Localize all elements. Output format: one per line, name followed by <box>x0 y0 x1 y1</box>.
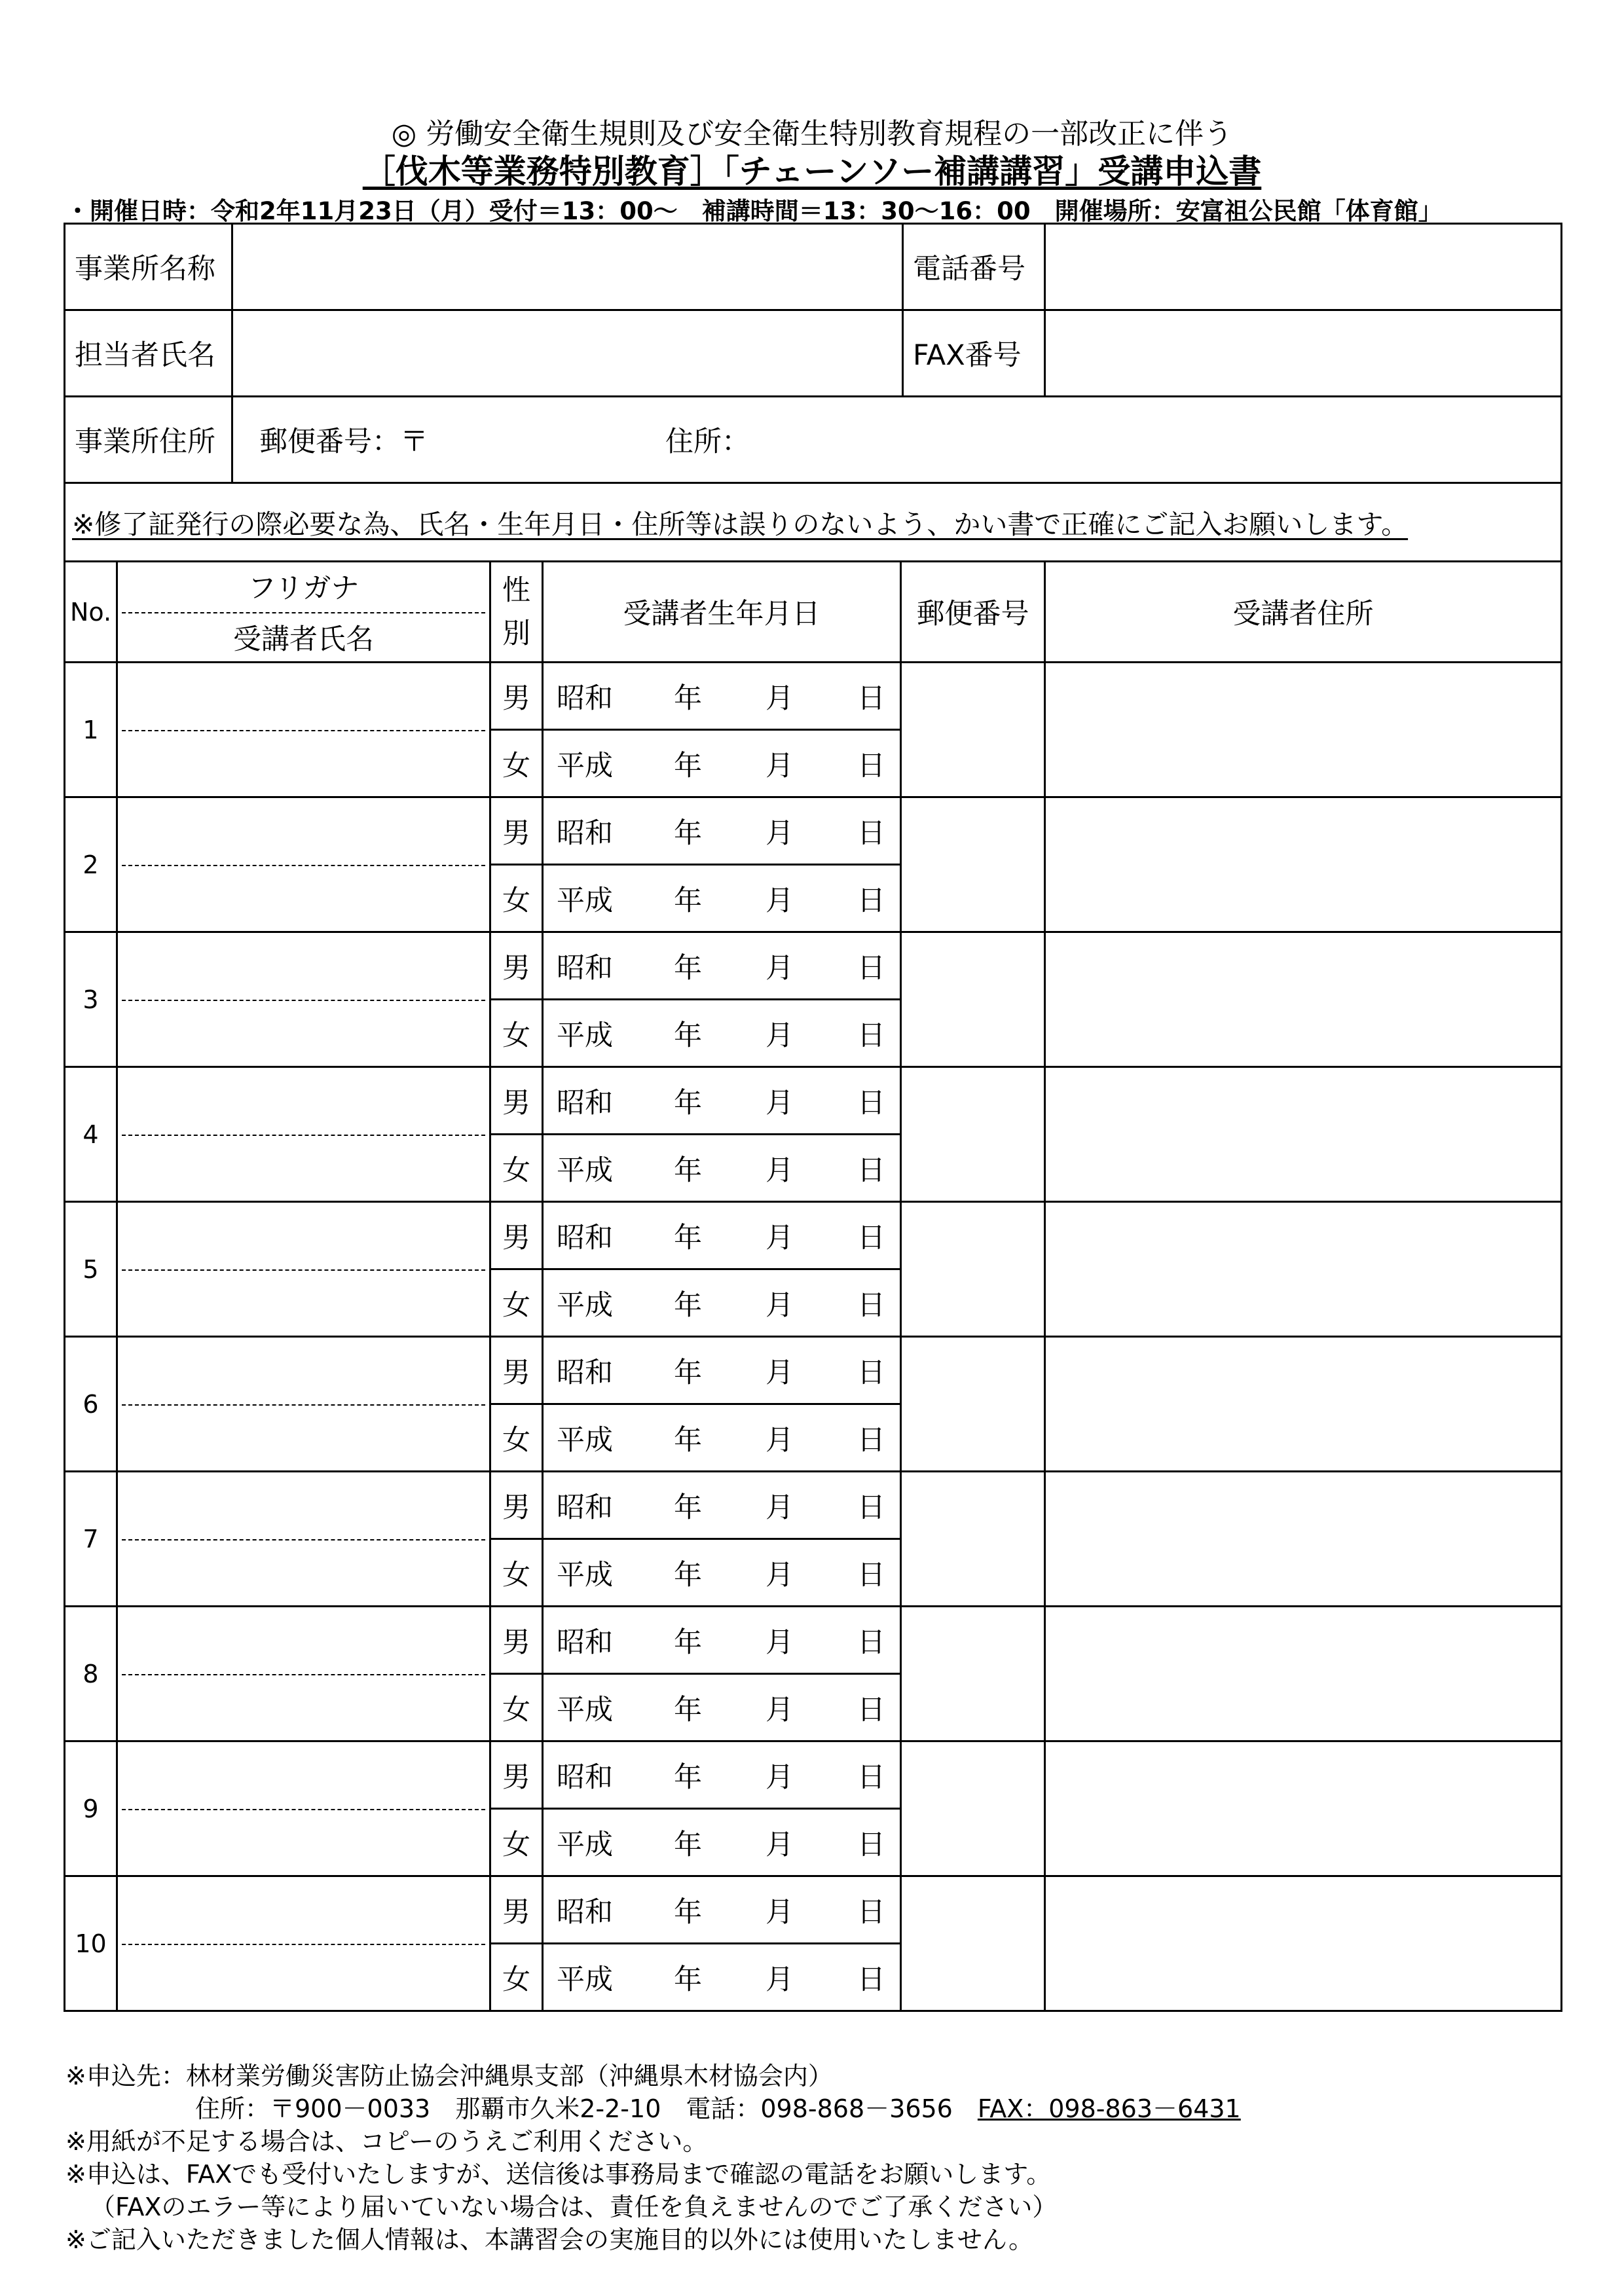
year-label: 年 <box>674 1288 702 1322</box>
year-label: 年 <box>674 1423 702 1457</box>
form-title: ［伐木等業務特別教育］「チェーンソー補講講習」受講申込書 <box>362 153 1262 191</box>
col-sex-label-2: 別 <box>502 617 530 650</box>
day-label: 日 <box>857 1019 885 1052</box>
year-label: 年 <box>674 1963 702 1996</box>
month-label: 月 <box>766 1963 794 1996</box>
participant-row <box>65 797 1562 865</box>
address-label: 住所： <box>665 426 750 458</box>
sex-male[interactable]: 男 <box>490 932 543 1000</box>
era-heisei: 平成 <box>557 1154 613 1187</box>
participant-postal-field[interactable] <box>901 1607 1045 1741</box>
year-label: 年 <box>674 816 702 850</box>
participant-name-field[interactable] <box>117 1741 490 1876</box>
person-field[interactable] <box>232 310 903 397</box>
participant-address-field[interactable] <box>1045 1876 1562 2011</box>
fax-field[interactable] <box>1045 310 1562 397</box>
form-subtitle: ◎ 労働安全衛生規則及び安全衛生特別教育規程の一部改正に伴う <box>391 117 1233 151</box>
sex-female[interactable]: 女 <box>490 1539 543 1607</box>
col-no: No. <box>65 562 117 663</box>
year-label: 年 <box>674 1693 702 1726</box>
year-label: 年 <box>674 1019 702 1052</box>
day-label: 日 <box>857 749 885 782</box>
month-label: 月 <box>766 682 794 715</box>
sex-male[interactable]: 男 <box>490 1202 543 1269</box>
era-heisei: 平成 <box>557 1693 613 1726</box>
year-label: 年 <box>674 1154 702 1187</box>
sex-female[interactable]: 女 <box>490 1135 543 1202</box>
year-label: 年 <box>674 1760 702 1794</box>
era-showa: 昭和 <box>557 951 613 985</box>
birth-showa[interactable] <box>543 1337 901 1404</box>
birth-showa[interactable] <box>543 797 901 865</box>
postal-label: 郵便番号：〒 <box>259 426 428 458</box>
era-showa: 昭和 <box>557 1626 613 1659</box>
month-label: 月 <box>766 1760 794 1794</box>
participant-postal-field[interactable] <box>901 1067 1045 1202</box>
participant-name-field[interactable] <box>117 1876 490 2011</box>
event-info: ・開催日時：令和2年11月23日（月）受付＝13：00～ 補講時間＝13：30～16：00 開催場所：安富祖公民館「体育館」 <box>65 197 1443 225</box>
birth-showa[interactable] <box>543 1741 901 1809</box>
col-sex-label-1: 性 <box>502 574 530 607</box>
month-label: 月 <box>766 816 794 850</box>
participant-address-field[interactable] <box>1045 1472 1562 1607</box>
birth-showa[interactable] <box>543 1876 901 1944</box>
birth-heisei[interactable] <box>543 1944 901 2011</box>
year-label: 年 <box>674 1626 702 1659</box>
birth-heisei[interactable] <box>543 730 901 797</box>
row-number: 5 <box>65 1202 117 1337</box>
month-label: 月 <box>766 1828 794 1861</box>
sex-male[interactable]: 男 <box>490 1472 543 1539</box>
month-label: 月 <box>766 1086 794 1120</box>
month-label: 月 <box>766 1019 794 1052</box>
notice-text: ※修了証発行の際必要な為、氏名・生年月日・住所等は誤りのないよう、かい書で正確にご記入お願いします。 <box>65 483 1562 562</box>
col-birth: 受講者生年月日 <box>543 562 901 663</box>
day-label: 日 <box>857 1828 885 1861</box>
participant-address-field[interactable] <box>1045 1067 1562 1202</box>
footer-address <box>195 2088 1624 2124</box>
birth-showa[interactable] <box>543 1202 901 1269</box>
row-number: 9 <box>65 1741 117 1876</box>
day-label: 日 <box>857 951 885 985</box>
day-label: 日 <box>857 816 885 850</box>
sex-female[interactable]: 女 <box>490 865 543 932</box>
era-showa: 昭和 <box>557 1086 613 1120</box>
era-heisei: 平成 <box>557 749 613 782</box>
phone-field[interactable] <box>1045 224 1562 310</box>
birth-showa[interactable] <box>543 1607 901 1674</box>
col-name <box>117 562 490 663</box>
era-showa: 昭和 <box>557 682 613 715</box>
footer-fax-note: ※申込は、FAXでも受付いたしますが、送信後は事務局まで確認の電話をお願いします。 <box>65 2160 1052 2189</box>
participant-address-field[interactable] <box>1045 797 1562 932</box>
birth-heisei[interactable] <box>543 1135 901 1202</box>
col-postal: 郵便番号 <box>901 562 1045 663</box>
day-label: 日 <box>857 682 885 715</box>
birth-showa[interactable] <box>543 1472 901 1539</box>
era-heisei: 平成 <box>557 884 613 917</box>
day-label: 日 <box>857 1221 885 1254</box>
participant-address-field[interactable] <box>1045 1741 1562 1876</box>
participants-table <box>64 560 1562 2012</box>
office-name-field[interactable] <box>232 224 903 310</box>
sex-female[interactable]: 女 <box>490 1000 543 1067</box>
participant-name-field[interactable] <box>117 1472 490 1607</box>
year-label: 年 <box>674 884 702 917</box>
participant-name-field[interactable] <box>117 932 490 1067</box>
footer-contact: ※申込先：林材業労働災害防止協会沖縄県支部（沖縄県木材協会内） <box>65 2062 833 2090</box>
row-number: 3 <box>65 932 117 1067</box>
sex-male[interactable]: 男 <box>490 663 543 730</box>
col-name-label: 受講者氏名 <box>233 623 374 656</box>
birth-heisei[interactable] <box>543 1809 901 1876</box>
year-label: 年 <box>674 682 702 715</box>
footer-privacy-note: ※ご記入いただきました個人情報は、本講習会の実施目的以外には使用いたしません。 <box>65 2225 1034 2254</box>
footer-fax-error-note: （FAXのエラー等により届いていない場合は、責任を負えませんのでご了承ください） <box>90 2193 1058 2221</box>
participant-name-field[interactable] <box>117 1607 490 1741</box>
col-furigana-label: フリガナ <box>248 572 360 605</box>
row-number: 1 <box>65 663 117 797</box>
year-label: 年 <box>674 749 702 782</box>
participant-address-field[interactable] <box>1045 932 1562 1067</box>
sex-female[interactable]: 女 <box>490 1674 543 1741</box>
participant-row <box>65 1876 1562 1944</box>
day-label: 日 <box>857 1491 885 1524</box>
participant-row <box>65 1607 1562 1674</box>
participant-row <box>65 1741 1562 1809</box>
row-number: 6 <box>65 1337 117 1472</box>
year-label: 年 <box>674 1895 702 1929</box>
day-label: 日 <box>857 1963 885 1996</box>
footer-address-text: 住所：〒900－0033 那覇市久米2-2-10 電話：098-868－3656 <box>195 2094 978 2123</box>
era-heisei: 平成 <box>557 1558 613 1592</box>
participant-row <box>65 1067 1562 1135</box>
birth-heisei[interactable] <box>543 1000 901 1067</box>
participant-rows <box>65 663 1562 2011</box>
month-label: 月 <box>766 1356 794 1389</box>
birth-heisei[interactable] <box>543 1674 901 1741</box>
era-showa: 昭和 <box>557 1221 613 1254</box>
month-label: 月 <box>766 1693 794 1726</box>
row-number: 8 <box>65 1607 117 1741</box>
birth-showa[interactable] <box>543 932 901 1000</box>
participant-address-field[interactable] <box>1045 1607 1562 1741</box>
month-label: 月 <box>766 1626 794 1659</box>
year-label: 年 <box>674 951 702 985</box>
day-label: 日 <box>857 1356 885 1389</box>
sex-female[interactable]: 女 <box>490 1809 543 1876</box>
row-number: 2 <box>65 797 117 932</box>
era-showa: 昭和 <box>557 1356 613 1389</box>
day-label: 日 <box>857 1154 885 1187</box>
birth-heisei[interactable] <box>543 865 901 932</box>
era-heisei: 平成 <box>557 1019 613 1052</box>
row-number: 7 <box>65 1472 117 1607</box>
day-label: 日 <box>857 1895 885 1929</box>
era-showa: 昭和 <box>557 1895 613 1929</box>
day-label: 日 <box>857 1558 885 1592</box>
sex-male[interactable]: 男 <box>490 1337 543 1404</box>
era-showa: 昭和 <box>557 816 613 850</box>
era-heisei: 平成 <box>557 1288 613 1322</box>
sex-female[interactable]: 女 <box>490 730 543 797</box>
sex-male[interactable]: 男 <box>490 1876 543 1944</box>
sex-male[interactable]: 男 <box>490 797 543 865</box>
participant-address-field[interactable] <box>1045 1337 1562 1472</box>
year-label: 年 <box>674 1558 702 1592</box>
participant-row <box>65 1472 1562 1539</box>
participant-row <box>65 932 1562 1000</box>
day-label: 日 <box>857 1288 885 1322</box>
participant-postal-field[interactable] <box>901 1472 1045 1607</box>
month-label: 月 <box>766 1288 794 1322</box>
era-showa: 昭和 <box>557 1491 613 1524</box>
participant-name-field[interactable] <box>117 1202 490 1337</box>
year-label: 年 <box>674 1356 702 1389</box>
person-label: 担当者氏名 <box>65 310 232 397</box>
office-address-label: 事業所住所 <box>65 397 232 483</box>
participant-row <box>65 663 1562 730</box>
footer-fax: FAX：098-863－6431 <box>977 2094 1241 2123</box>
day-label: 日 <box>857 1086 885 1120</box>
birth-showa[interactable] <box>543 1067 901 1135</box>
month-label: 月 <box>766 884 794 917</box>
year-label: 年 <box>674 1086 702 1120</box>
participant-address-field[interactable] <box>1045 1202 1562 1337</box>
participant-row <box>65 1202 1562 1269</box>
office-info-table <box>64 223 1562 562</box>
month-label: 月 <box>766 1423 794 1457</box>
participant-postal-field[interactable] <box>901 1337 1045 1472</box>
phone-label: 電話番号 <box>903 224 1045 310</box>
sex-male[interactable]: 男 <box>490 1607 543 1674</box>
year-label: 年 <box>674 1221 702 1254</box>
participant-name-field[interactable] <box>117 797 490 932</box>
era-heisei: 平成 <box>557 1828 613 1861</box>
participant-name-field[interactable] <box>117 663 490 797</box>
sex-female[interactable]: 女 <box>490 1404 543 1472</box>
col-sex <box>490 562 543 663</box>
month-label: 月 <box>766 1558 794 1592</box>
year-label: 年 <box>674 1491 702 1524</box>
day-label: 日 <box>857 1423 885 1457</box>
sex-male[interactable]: 男 <box>490 1067 543 1135</box>
participant-postal-field[interactable] <box>901 797 1045 932</box>
row-number: 4 <box>65 1067 117 1202</box>
participant-name-field[interactable] <box>117 1337 490 1472</box>
office-address-field[interactable] <box>232 397 1562 483</box>
office-name-label: 事業所名称 <box>65 224 232 310</box>
participant-postal-field[interactable] <box>901 932 1045 1067</box>
sex-male[interactable]: 男 <box>490 1741 543 1809</box>
participant-row <box>65 1337 1562 1404</box>
birth-showa[interactable] <box>543 663 901 730</box>
participant-address-field[interactable] <box>1045 663 1562 797</box>
birth-heisei[interactable] <box>543 1269 901 1337</box>
row-number: 10 <box>65 1876 117 2011</box>
day-label: 日 <box>857 884 885 917</box>
participant-postal-field[interactable] <box>901 663 1045 797</box>
year-label: 年 <box>674 1828 702 1861</box>
sex-female[interactable]: 女 <box>490 1269 543 1337</box>
month-label: 月 <box>766 951 794 985</box>
participant-postal-field[interactable] <box>901 1876 1045 2011</box>
col-address: 受講者住所 <box>1045 562 1562 663</box>
day-label: 日 <box>857 1626 885 1659</box>
month-label: 月 <box>766 749 794 782</box>
month-label: 月 <box>766 1154 794 1187</box>
participant-postal-field[interactable] <box>901 1741 1045 1876</box>
month-label: 月 <box>766 1491 794 1524</box>
participant-name-field[interactable] <box>117 1067 490 1202</box>
fax-label: FAX番号 <box>903 310 1045 397</box>
day-label: 日 <box>857 1760 885 1794</box>
birth-heisei[interactable] <box>543 1539 901 1607</box>
month-label: 月 <box>766 1895 794 1929</box>
era-heisei: 平成 <box>557 1963 613 1996</box>
era-heisei: 平成 <box>557 1423 613 1457</box>
era-showa: 昭和 <box>557 1760 613 1794</box>
birth-heisei[interactable] <box>543 1404 901 1472</box>
footer-copy-note: ※用紙が不足する場合は、コピーのうえご利用ください。 <box>65 2127 708 2156</box>
day-label: 日 <box>857 1693 885 1726</box>
sex-female[interactable]: 女 <box>490 1944 543 2011</box>
month-label: 月 <box>766 1221 794 1254</box>
participant-postal-field[interactable] <box>901 1202 1045 1337</box>
